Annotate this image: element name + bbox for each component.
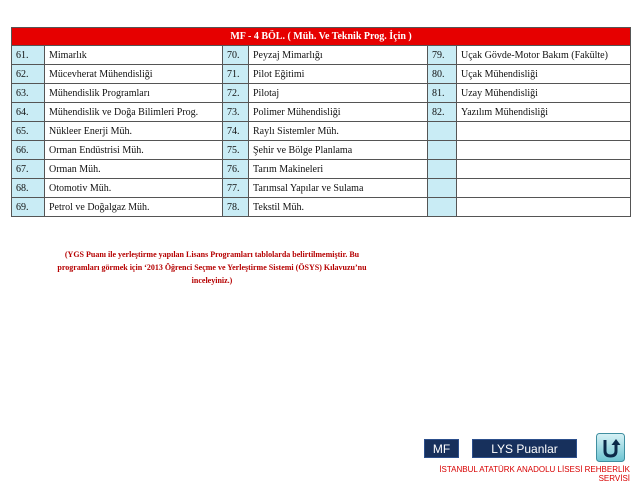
- program-name-cell: Şehir ve Bölge Planlama: [249, 141, 428, 160]
- program-name-cell: Orman Endüstrisi Müh.: [45, 141, 223, 160]
- table-row: [12, 65, 631, 84]
- program-number-cell: 67.: [12, 160, 45, 179]
- program-number-cell: [428, 122, 457, 141]
- table-row: [12, 84, 631, 103]
- program-number-cell: 77.: [223, 179, 249, 198]
- program-number-cell: 66.: [12, 141, 45, 160]
- note-line-3: inceleyiniz.): [191, 276, 233, 285]
- program-number-cell: 76.: [223, 160, 249, 179]
- programs-table: [11, 27, 631, 217]
- program-name-cell: Polimer Mühendisliği: [249, 103, 428, 122]
- program-number-cell: 68.: [12, 179, 45, 198]
- program-name-cell: Peyzaj Mimarlığı: [249, 46, 428, 65]
- program-number-cell: 64.: [12, 103, 45, 122]
- program-name-cell: Tarımsal Yapılar ve Sulama: [249, 179, 428, 198]
- table-row: [12, 46, 631, 65]
- program-number-cell: 80.: [428, 65, 457, 84]
- ygs-note: [34, 248, 390, 287]
- program-name-cell: Mühendislik ve Doğa Bilimleri Prog.: [45, 103, 223, 122]
- program-name-cell: Mühendislik Programları: [45, 84, 223, 103]
- program-number-cell: 74.: [223, 122, 249, 141]
- program-number-cell: 65.: [12, 122, 45, 141]
- program-name-cell: Uçak Mühendisliği: [457, 65, 631, 84]
- lys-puanlar-button[interactable]: LYS Puanlar: [472, 439, 577, 458]
- program-name-cell: Nükleer Enerji Müh.: [45, 122, 223, 141]
- program-name-cell: Mimarlık: [45, 46, 223, 65]
- program-name-cell: [457, 122, 631, 141]
- program-name-cell: Mücevherat Mühendisliği: [45, 65, 223, 84]
- program-name-cell: Uzay Mühendisliği: [457, 84, 631, 103]
- table-row: [12, 103, 631, 122]
- program-number-cell: 72.: [223, 84, 249, 103]
- table-row: [12, 179, 631, 198]
- program-name-cell: Yazılım Mühendisliği: [457, 103, 631, 122]
- program-number-cell: [428, 141, 457, 160]
- program-name-cell: Raylı Sistemler Müh.: [249, 122, 428, 141]
- program-name-cell: Tekstil Müh.: [249, 198, 428, 217]
- table-row: [12, 198, 631, 217]
- program-name-cell: Otomotiv Müh.: [45, 179, 223, 198]
- program-name-cell: Pilot Eğitimi: [249, 65, 428, 84]
- program-number-cell: 63.: [12, 84, 45, 103]
- table-row: [12, 141, 631, 160]
- program-number-cell: 70.: [223, 46, 249, 65]
- program-name-cell: [457, 198, 631, 217]
- program-name-cell: Petrol ve Doğalgaz Müh.: [45, 198, 223, 217]
- program-number-cell: 82.: [428, 103, 457, 122]
- note-line-2: programları görmek için ‘2013 Öğrenci Seçme ve Yerleştirme Sistemi (ÖSYS) Kılavuzu’nu: [57, 263, 367, 272]
- table-row: [12, 160, 631, 179]
- program-number-cell: [428, 179, 457, 198]
- u-turn-arrow-icon[interactable]: [596, 433, 625, 462]
- program-number-cell: [428, 160, 457, 179]
- program-name-cell: Tarım Makineleri: [249, 160, 428, 179]
- note-line-1: (YGS Puanı ile yerleştirme yapılan Lisans Programları tablolarda belirtilmemiştir. Bu: [64, 250, 360, 259]
- program-name-cell: [457, 179, 631, 198]
- program-number-cell: 81.: [428, 84, 457, 103]
- table-row: [12, 122, 631, 141]
- footer-school-name: İSTANBUL ATATÜRK ANADOLU LİSESİ REHBERLİK SERVİSİ: [439, 465, 630, 483]
- program-name-cell: Pilotaj: [249, 84, 428, 103]
- program-number-cell: 62.: [12, 65, 45, 84]
- table-body: [12, 46, 631, 217]
- program-number-cell: 75.: [223, 141, 249, 160]
- program-number-cell: 78.: [223, 198, 249, 217]
- program-number-cell: 73.: [223, 103, 249, 122]
- table-title: MF - 4 BÖL. ( Müh. Ve Teknik Prog. İçin ): [12, 28, 631, 46]
- program-number-cell: 71.: [223, 65, 249, 84]
- program-name-cell: [457, 160, 631, 179]
- program-number-cell: 79.: [428, 46, 457, 65]
- program-number-cell: 61.: [12, 46, 45, 65]
- mf-button[interactable]: MF: [424, 439, 459, 458]
- program-number-cell: [428, 198, 457, 217]
- program-name-cell: Orman Müh.: [45, 160, 223, 179]
- program-name-cell: [457, 141, 631, 160]
- program-number-cell: 69.: [12, 198, 45, 217]
- program-name-cell: Uçak Gövde-Motor Bakım (Fakülte): [457, 46, 631, 65]
